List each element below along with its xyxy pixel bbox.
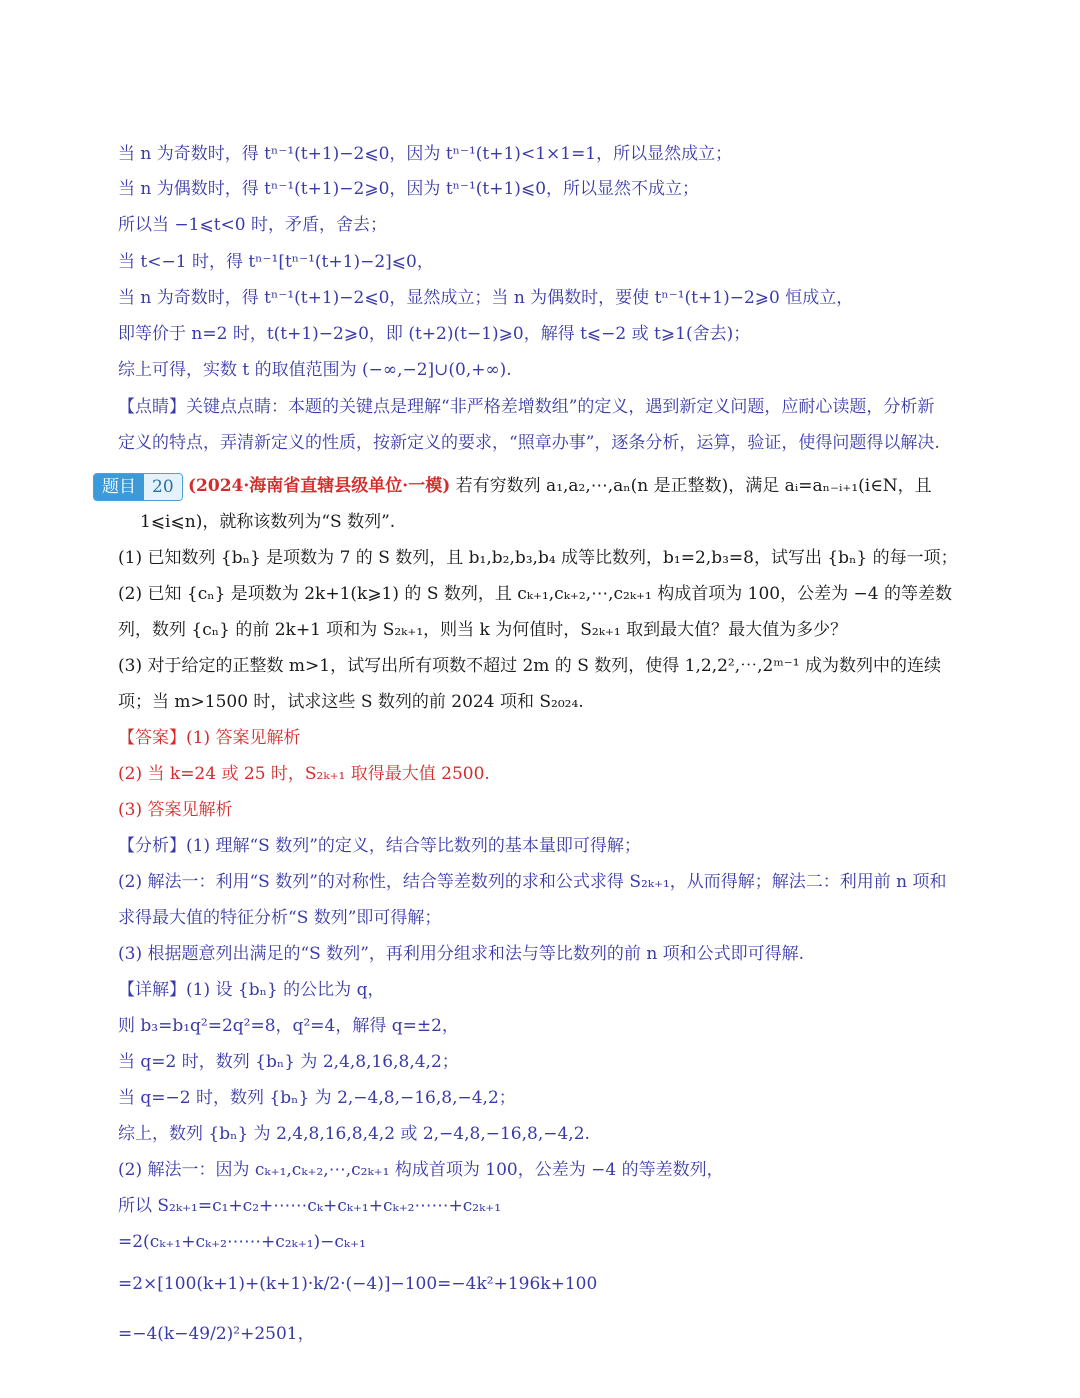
question-stem-line-2: 1⩽i⩽n)，就称该数列为“S 数列”. — [140, 512, 396, 532]
answer-line-2: (2) 当 k=24 或 25 时，S₂ₖ₊₁ 取得最大值 2500. — [118, 764, 490, 784]
detail-line-7: 所以 S₂ₖ₊₁=c₁+c₂+⋯⋯cₖ+cₖ₊₁+cₖ₊₂⋯⋯+c₂ₖ₊₁ — [118, 1196, 502, 1216]
question-part-3b: 项；当 m>1500 时，试求这些 S 数列的前 2024 项和 S₂₀₂₄. — [118, 692, 584, 712]
analysis-line-4: (3) 根据题意列出满足的“S 数列”，再利用分组求和法与等比数列的前 n 项和公式即可得解. — [118, 944, 805, 964]
solution-line-2: 当 n 为偶数时，得 tⁿ⁻¹(t+1)−2⩾0，因为 tⁿ⁻¹(t+1)⩽0，所以显然不成立； — [118, 179, 700, 199]
solution-line-6: 即等价于 n=2 时，t(t+1)−2⩾0，即 (t+2)(t−1)⩾0，解得 t⩽−2 或 t⩾1(舍去)； — [118, 324, 751, 344]
question-stem-text: 若有穷数列 a₁,a₂,⋯,aₙ(n 是正整数)，满足 aᵢ=aₙ₋ᵢ₊₁(i∈N，且 — [455, 476, 932, 496]
detail-line-3: 当 q=2 时，数列 {bₙ} 为 2,4,8,16,8,4,2； — [118, 1052, 459, 1072]
detail-line-10: =−4(k−49/2)²+2501， — [118, 1324, 315, 1344]
analysis-line-1: 【分析】(1) 理解“S 数列”的定义，结合等比数列的基本量即可得解； — [118, 836, 641, 856]
detail-line-1: 【详解】(1) 设 {bₙ} 的公比为 q， — [118, 980, 385, 1000]
question-part-3a: (3) 对于给定的正整数 m>1，试写出所有项数不超过 2m 的 S 数列，使得 1,2,2²,⋯,2ᵐ⁻¹ 成为数列中的连续 — [118, 656, 941, 676]
question-part-1: (1) 已知数列 {bₙ} 是项数为 7 的 S 数列，且 b₁,b₂,b₃,b₄ 成等比数列，b₁=2,b₃=8，试写出 {bₙ} 的每一项； — [118, 548, 958, 568]
question-part-2a: (2) 已知 {cₙ} 是项数为 2k+1(k⩾1) 的 S 数列，且 cₖ₊₁,cₖ₊₂,⋯,c₂ₖ₊₁ 构成首项为 100，公差为 −4 的等差数 — [118, 584, 952, 604]
question-badge — [93, 473, 183, 501]
solution-line-4: 当 t<−1 时，得 tⁿ⁻¹[tⁿ⁻¹(t+1)−2]⩽0， — [118, 252, 434, 272]
detail-line-2: 则 b₃=b₁q²=2q²=8，q²=4，解得 q=±2， — [118, 1016, 459, 1036]
comment-line-1: 【点睛】关键点点睛：本题的关键点是理解“非严格差增数组”的定义，遇到新定义问题，应耐心读题，分析新 — [118, 397, 935, 417]
question-label: 题目 — [94, 474, 144, 500]
detail-line-8: =2(cₖ₊₁+cₖ₊₂⋯⋯+c₂ₖ₊₁)−cₖ₊₁ — [118, 1232, 366, 1252]
solution-line-7: 综上可得，实数 t 的取值范围为 (−∞,−2]∪(0,+∞). — [118, 360, 512, 380]
comment-line-2: 定义的特点，弄清新定义的性质，按新定义的要求，“照章办事”，逐条分析，运算，验证，使得问题得以解决. — [118, 433, 940, 453]
solution-line-1: 当 n 为奇数时，得 tⁿ⁻¹(t+1)−2⩽0，因为 tⁿ⁻¹(t+1)<1×1=1，所以显然成立； — [118, 144, 733, 164]
solution-line-3: 所以当 −1⩽t<0 时，矛盾，舍去； — [118, 215, 388, 235]
detail-line-5: 综上，数列 {bₙ} 为 2,4,8,16,8,4,2 或 2,−4,8,−16,8,−4,2. — [118, 1124, 590, 1144]
question-source: (2024·海南省直辖县级单位·一模) — [188, 476, 451, 496]
question-number: 20 — [144, 474, 182, 500]
detail-line-6: (2) 解法一：因为 cₖ₊₁,cₖ₊₂,⋯,c₂ₖ₊₁ 构成首项为 100，公差为 −4 的等差数列， — [118, 1160, 724, 1180]
question-part-2b: 列，数列 {cₙ} 的前 2k+1 项和为 S₂ₖ₊₁，则当 k 为何值时，S₂ₖ₊₁ 取到最大值？最大值为多少？ — [118, 620, 848, 640]
solution-line-5: 当 n 为奇数时，得 tⁿ⁻¹(t+1)−2⩽0，显然成立；当 n 为偶数时，要使 tⁿ⁻¹(t+1)−2⩾0 恒成立， — [118, 288, 854, 308]
answer-line-3: (3) 答案见解析 — [118, 800, 233, 820]
question-stem-line-1 — [188, 474, 998, 498]
answer-line-1: 【答案】(1) 答案见解析 — [118, 728, 301, 748]
analysis-line-3: 求得最大值的特征分析“S 数列”即可得解； — [118, 908, 442, 928]
analysis-line-2: (2) 解法一：利用“S 数列”的对称性，结合等差数列的求和公式求得 S₂ₖ₊₁，从而得解；解法二：利用前 n 项和 — [118, 872, 947, 892]
detail-line-4: 当 q=−2 时，数列 {bₙ} 为 2,−4,8,−16,8,−4,2； — [118, 1088, 516, 1108]
detail-line-9: =2×[100(k+1)+(k+1)·k/2·(−4)]−100=−4k²+196k+100 — [118, 1274, 598, 1294]
